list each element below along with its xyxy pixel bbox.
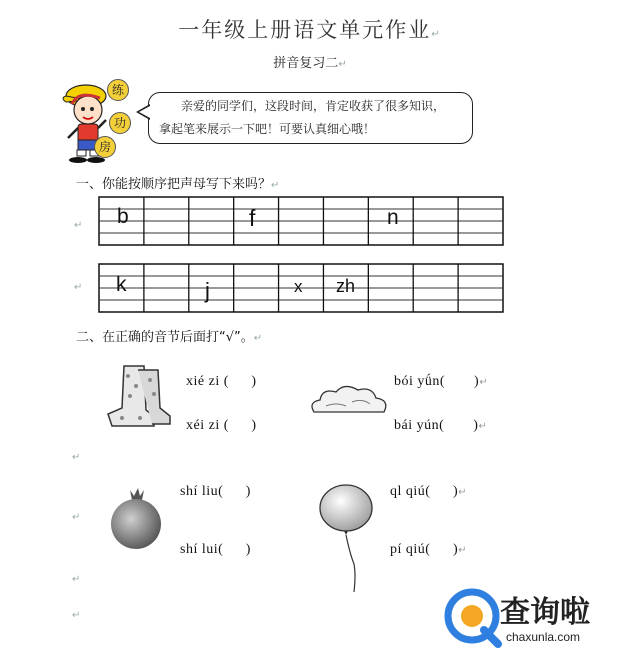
- badge-char-3: 房: [94, 136, 116, 158]
- option-qlqiu: ql qiú( )↵: [390, 484, 467, 499]
- pomegranate-picture: [108, 484, 164, 554]
- badge-char-1: 练: [107, 79, 129, 101]
- option-shilui: shí lui( ): [180, 542, 251, 557]
- para-mark: ↵: [72, 512, 81, 523]
- para-mark: ↵: [72, 610, 81, 621]
- para-mark: ↵: [72, 574, 81, 585]
- page-subtitle: 拼音复习二↵: [273, 56, 347, 71]
- badge-char-2: 功: [109, 112, 131, 134]
- writing-grid-1: [98, 196, 504, 246]
- para-mark: ↵: [74, 220, 83, 231]
- grid2-letter: zh: [336, 276, 356, 296]
- bubble-line-1: 亲爱的同学们，这段时间，肯定收获了很多知识，: [181, 99, 446, 113]
- grid2-letter: j: [205, 278, 210, 303]
- grid2-letter: x: [294, 277, 303, 296]
- page-title: 一年级上册语文单元作业↵: [178, 18, 442, 42]
- grid1-letter: n: [387, 206, 399, 229]
- option-shiliu: shí liu( ): [180, 484, 251, 499]
- option-baiyun: bái yún( )↵: [394, 418, 488, 433]
- grid1-letter: b: [117, 205, 129, 228]
- cloud-picture: [306, 378, 392, 420]
- balloon-picture: [316, 484, 376, 596]
- boots-picture: [104, 362, 176, 432]
- speech-bubble: [148, 92, 473, 144]
- option-xiezi: xié zi ( ): [186, 374, 257, 389]
- section1-question: 一、你能按顺序把声母写下来吗？↵: [76, 177, 280, 192]
- option-boiyun: bói yǘn( )↵: [394, 374, 489, 389]
- bubble-tail-inner: [139, 106, 150, 118]
- section2-question: 二、在正确的音节后面打“√”。↵: [76, 330, 263, 345]
- para-mark: ↵: [72, 452, 81, 463]
- bubble-line-2: 拿起笔来展示一下吧！可要认真细心哦！: [159, 122, 376, 136]
- chaxunla-logo-icon: [444, 588, 504, 648]
- option-xeizi: xéi zi ( ): [186, 418, 257, 433]
- watermark-url: chaxunla.com: [506, 630, 581, 644]
- grid1-letter: f: [249, 205, 256, 231]
- grid2-letter: k: [116, 273, 127, 296]
- watermark-name: 查询啦: [500, 595, 590, 630]
- para-mark: ↵: [74, 282, 83, 293]
- option-piqiu: pí qiú( )↵: [390, 542, 467, 557]
